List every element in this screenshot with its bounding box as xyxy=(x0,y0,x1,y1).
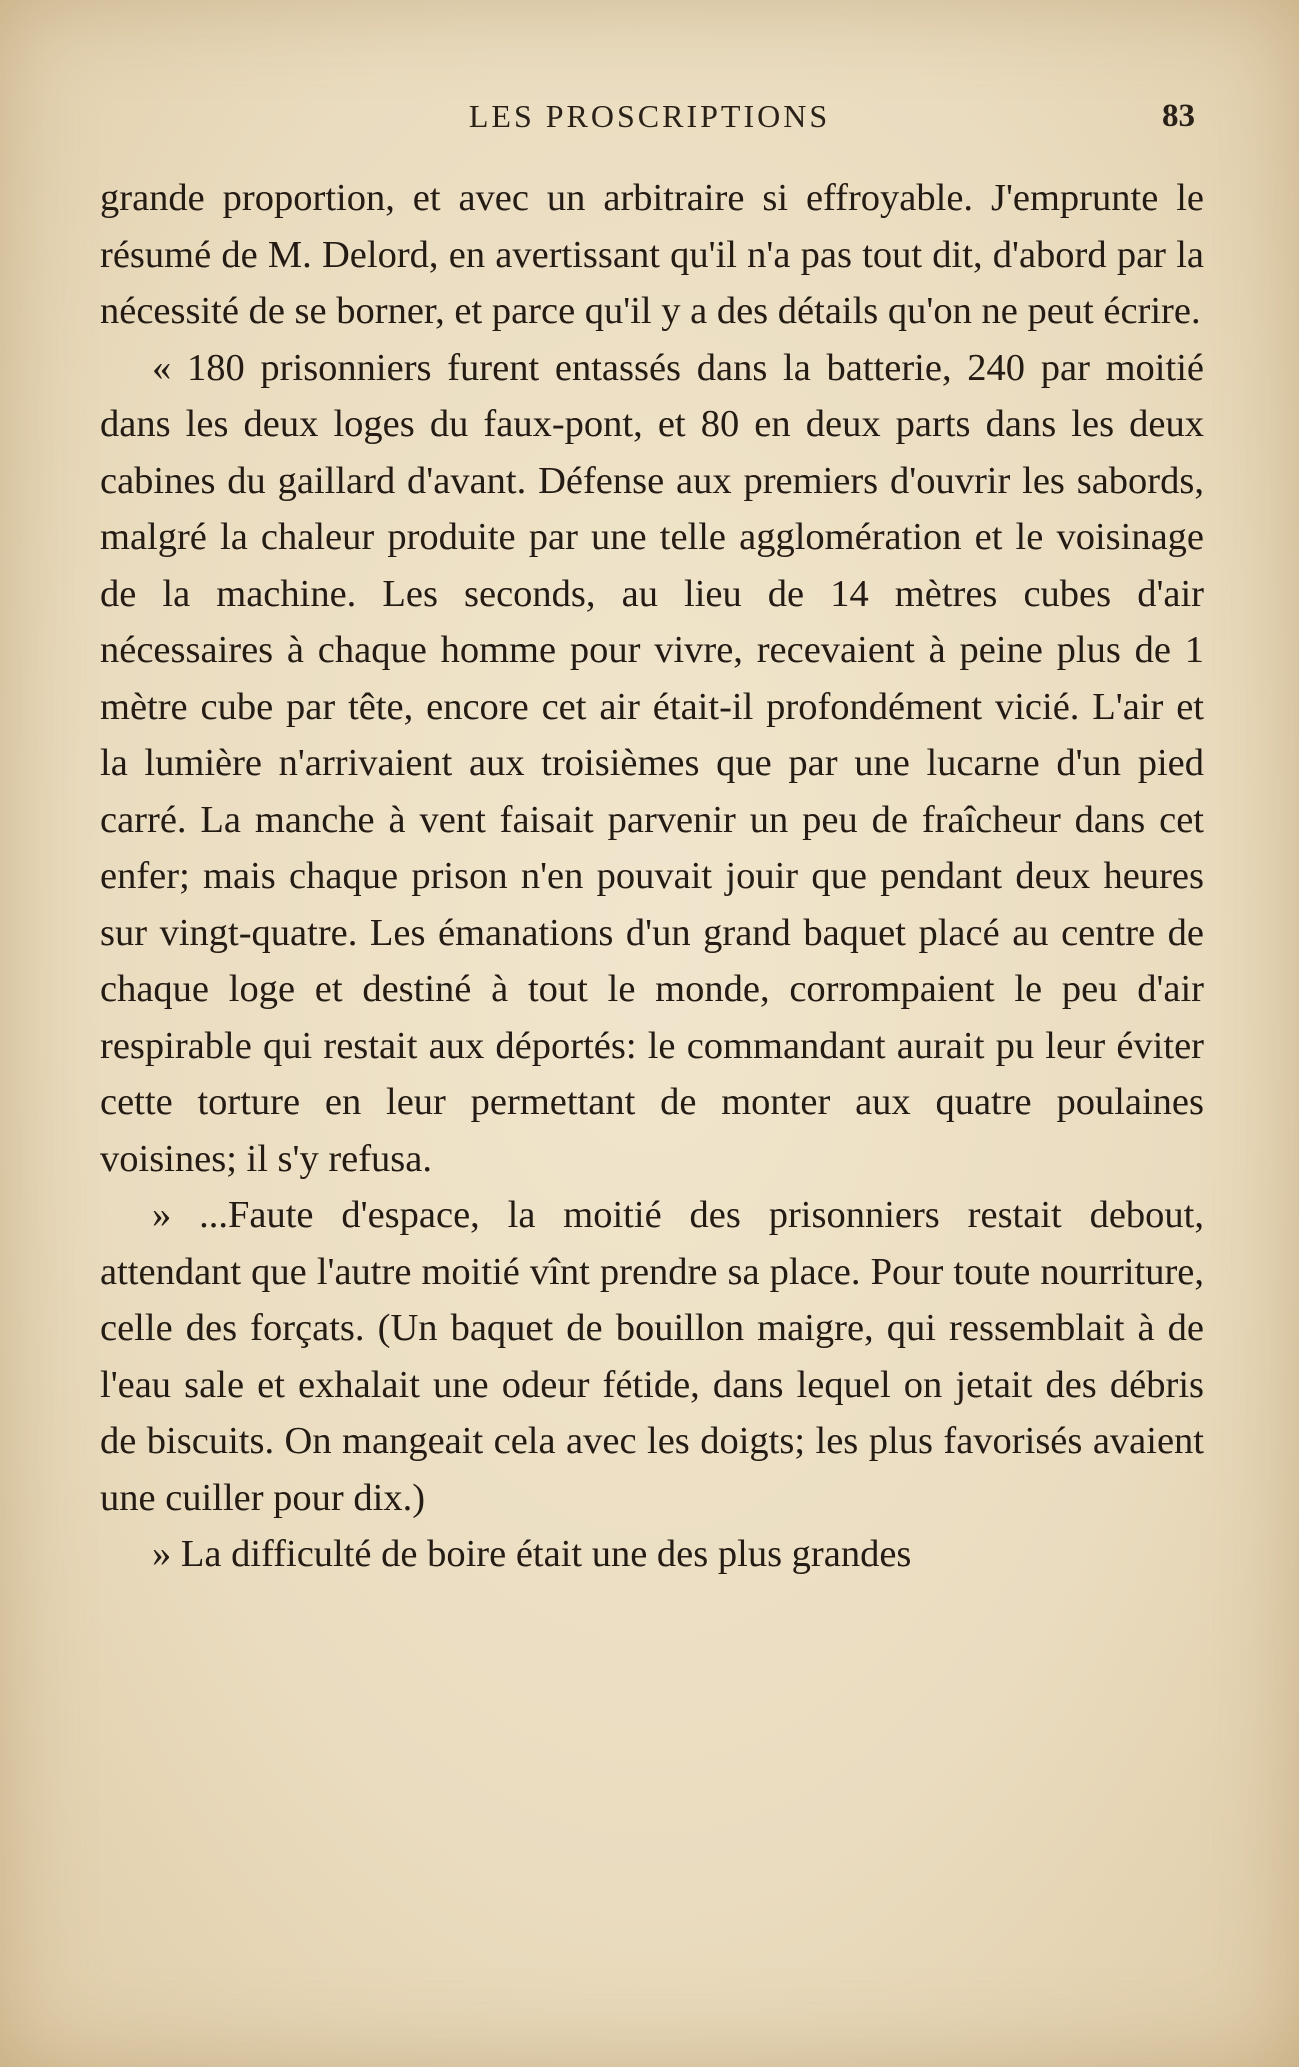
paragraph-quote-start: « 180 prisonniers furent entassés dans la batterie, 240 par moitié dans les deux loges du faux-pont, et 80 en deux parts dans les deux cabines du gaillard d'avant. Défense aux premiers d'ouvrir les sabords, malgré la chaleur produite par une telle agglomération et le voisinage de la machine. Les seconds, au lieu de 14 mètres cubes d'air nécessaires à chaque homme pour vivre, recevaient à peine plus de 1 mètre cube par tête, encore cet air était-il profondément vicié. L'air et la lumière n'arrivaient aux troisièmes que par une lucarne d'un pied carré. La manche à vent faisait parvenir un peu de fraîcheur dans cet enfer; mais chaque prison n'en pouvait jouir que pendant deux heures sur vingt-quatre. Les émanations d'un grand baquet placé au centre de chaque loge et destiné à tout le monde, corrompaient le peu d'air respirable qui restait aux déportés: le commandant aurait pu leur éviter cette torture en leur permettant de monter aux quatre poulaines voisines; il s'y refusa. xyxy=(100,346,1204,1180)
body-text xyxy=(100,170,1204,1583)
paragraph-quote-continued: » ...Faute d'espace, la moitié des prisonniers restait debout, attendant que l'autre moitié vînt prendre sa place. Pour toute nourriture, celle des forçats. (Un baquet de bouillon maigre, qui ressemblait à de l'eau sale et exhalait une odeur fétide, dans lequel on jetait des débris de biscuits. On mangeait cela avec les doigts; les plus favorisés avaient une cuiller pour dix.) xyxy=(100,1194,1204,1519)
running-title: LES PROSCRIPTIONS xyxy=(468,98,831,134)
paragraph-continuation: grande proportion, et avec un arbitraire si effroyable. J'emprunte le résumé de M. Delord, en avertissant qu'il n'a pas tout dit, d'abord par la nécessité de se borner, et parce qu'il y a des détails qu'on ne peut écrire. xyxy=(100,177,1204,332)
page-number: 83 xyxy=(1162,98,1195,134)
paragraph-final-line: » La difficulté de boire était une des plus grandes xyxy=(152,1533,912,1575)
page-header xyxy=(0,98,1299,148)
